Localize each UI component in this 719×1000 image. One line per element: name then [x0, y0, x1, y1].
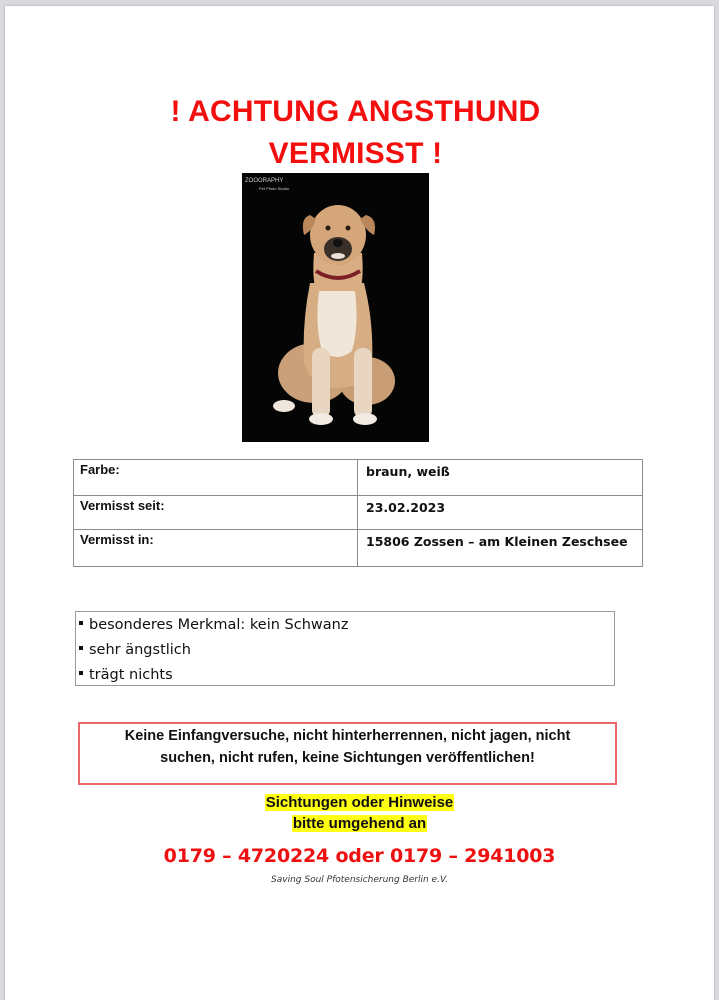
label-missing-in: Vermisst in:	[74, 530, 358, 567]
table-row	[74, 496, 643, 530]
feature-text: besonderes Merkmal: kein Schwanz	[89, 617, 349, 633]
photo-watermark	[245, 178, 289, 192]
bullet-icon	[79, 621, 83, 625]
poster-page	[5, 6, 714, 1000]
warning-line-2: suchen, nicht rufen, keine Sichtungen veröffentlichen!	[160, 750, 535, 766]
list-item	[76, 613, 614, 638]
list-item	[76, 638, 614, 663]
phone-numbers: 0179 – 4720224 oder 0179 – 2941003	[163, 845, 556, 867]
table-row	[74, 460, 643, 496]
bullet-icon	[79, 671, 83, 675]
value-color: braun, weiß	[358, 460, 643, 496]
info-table	[73, 459, 643, 567]
label-missing-since: Vermisst seit:	[74, 496, 358, 530]
features-box	[75, 611, 615, 686]
value-missing-in: 15806 Zossen – am Kleinen Zeschsee	[358, 530, 643, 567]
value-missing-since: 23.02.2023	[358, 496, 643, 530]
hint-line-1: Sichtungen oder Hinweise	[265, 794, 454, 811]
dog-illustration	[242, 173, 429, 442]
title-line-2: VERMISST !	[268, 137, 443, 170]
watermark-subtext: Pet Photo Studio	[259, 186, 290, 191]
list-item	[76, 663, 614, 688]
bullet-icon	[79, 646, 83, 650]
watermark-text: ZOOGRAPHY	[245, 178, 284, 184]
dog-photo	[242, 173, 429, 442]
feature-text: sehr ängstlich	[89, 642, 191, 658]
table-row	[74, 530, 643, 567]
label-color: Farbe:	[74, 460, 358, 496]
title-line-1: ! ACHTUNG ANGSTHUND	[170, 95, 541, 128]
organization-name: Saving Soul Pfotensicherung Berlin e.V.	[271, 875, 448, 885]
contact-hint	[5, 792, 714, 834]
feature-text: trägt nichts	[89, 667, 173, 683]
warning-line-1: Keine Einfangversuche, nicht hinterherrennen, nicht jagen, nicht	[124, 728, 571, 744]
hint-line-2: bitte umgehend an	[292, 815, 427, 832]
warning-box	[78, 722, 617, 785]
